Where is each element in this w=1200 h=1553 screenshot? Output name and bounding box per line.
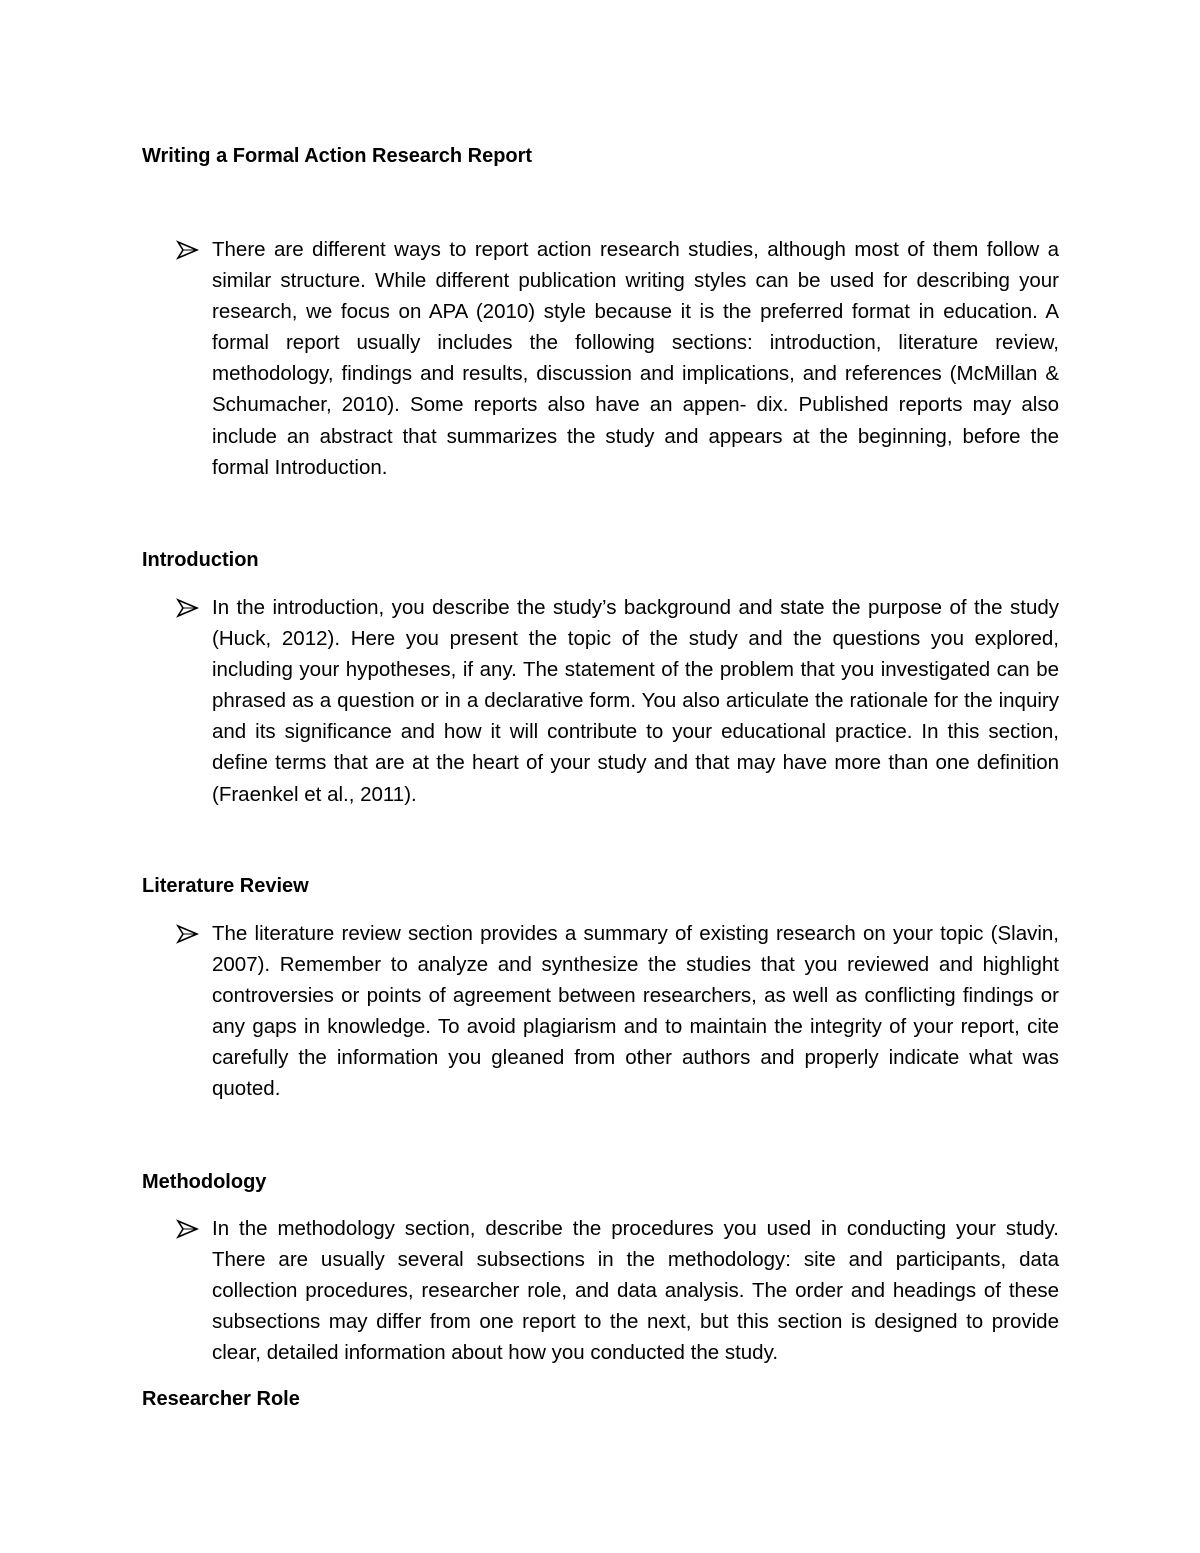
arrow-bullet-icon [176,592,200,623]
literature-review-paragraph: The literature review section provides a summary of existing research on your topic (Slavin, 2007). Remember to analyze and synthesize the studies that you reviewed and highlight controversies or points of agreement between researchers, as well as conflicting findings or any gaps in knowledge. To avoid plagiarism and to maintain the integrity of your report, cite carefully the information you gleaned from other authors and properly indicate what was quoted. [212,922,1059,1101]
introduction-paragraph: In the introduction, you describe the study’s background and state the purpose of the study (Huck, 2012). Here you present the topic of the study and the questions you explored, including your hypotheses, if any. The statement of the problem that you investigated can be phrased as a question or in a declarative form. You also articulate the rationale for the inquiry and its significance and how it will contribute to your educational practice. In this section, define terms that are at the heart of your study and that may have more than one definition (Fraenkel et al., 2011). [212,596,1059,806]
arrow-bullet-icon [176,234,200,265]
arrow-bullet-icon [176,1213,200,1244]
section-heading-methodology: Methodology [142,1171,267,1193]
bullet-item [176,234,1059,483]
intro-paragraph: There are different ways to report action research studies, although most of them follow a similar structure. While different publication writing styles can be used for describing your research, we focus on APA (2010) style because it is the preferred format in education. A formal report usually includes the following sections: introduction, literature review, methodology, findings and results, discussion and implications, and references (McMillan & Schumacher, 2010). Some reports also have an appen- dix. Published reports may also include an abstract that summarizes the study and appears at the beginning, before the formal Introduction. [212,238,1059,479]
section-heading-introduction: Introduction [142,549,259,571]
document-title: Writing a Formal Action Research Report [142,145,533,167]
section-heading-literature-review: Literature Review [142,875,309,897]
section-heading-researcher-role: Researcher Role [142,1388,300,1410]
arrow-bullet-icon [176,918,200,949]
bullet-item [176,918,1059,1105]
bullet-item [176,1213,1059,1368]
bullet-item [176,592,1059,810]
methodology-paragraph: In the methodology section, describe the procedures you used in conducting your study. There are usually several subsections in the methodology: site and participants, data collection procedures, researcher role, and data analysis. The order and headings of these subsections may differ from one report to the next, but this section is designed to provide clear, detailed information about how you conducted the study. [212,1217,1059,1365]
